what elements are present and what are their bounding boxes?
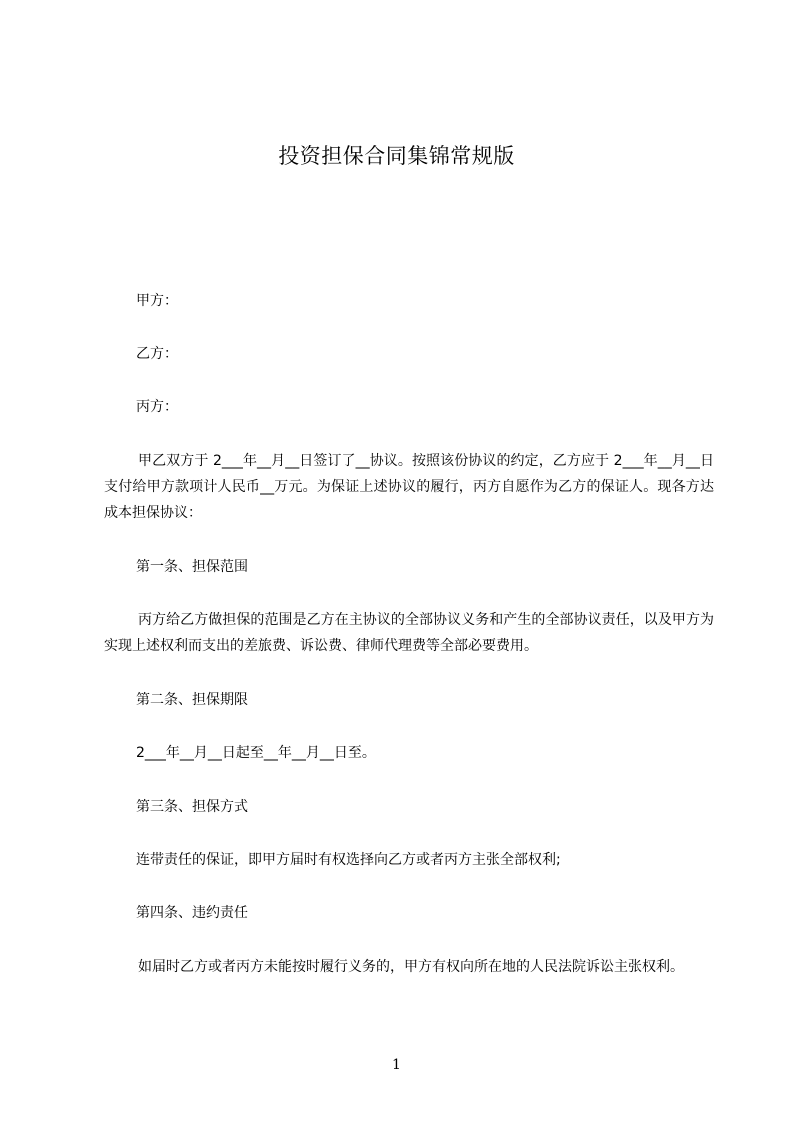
article-4-body: 如届时乙方或者丙方未能按时履行义务的，甲方有权向所在地的人民法院诉讼主张权利。 [138, 959, 684, 975]
article-4-heading: 第四条、违约责任 [136, 905, 248, 921]
article-2-heading: 第二条、担保期限 [136, 692, 248, 708]
article-3-body: 连带责任的保证，即甲方届时有权选择向乙方或者丙方主张全部权利; [136, 852, 561, 868]
party-c-label: 丙方： [136, 399, 178, 415]
document-title: 投资担保合同集锦常规版 [278, 144, 515, 168]
page-number: 1 [392, 1057, 401, 1073]
party-a-label: 甲方： [136, 293, 178, 309]
article-2-body: 2___年__月__日起至__年__月__日至。 [136, 745, 376, 761]
article-1-heading: 第一条、担保范围 [136, 559, 248, 575]
article-3-heading: 第三条、担保方式 [136, 799, 248, 815]
party-b-label: 乙方： [136, 346, 178, 362]
preamble-paragraph: 甲乙双方于 2___年__月__日签订了__协议。按照该份协议的约定，乙方应于 2___年__月__日支付给甲方款项计人民币__万元。为保证上述协议的履行，丙方自愿作为乙方的保证人。现各方达成本担保协议： [104, 453, 714, 521]
article-1-body: 丙方给乙方做担保的范围是乙方在主协议的全部协议义务和产生的全部协议责任，以及甲方为实现上述权利而支出的差旅费、诉讼费、律师代理费等全部必要费用。 [104, 612, 714, 654]
